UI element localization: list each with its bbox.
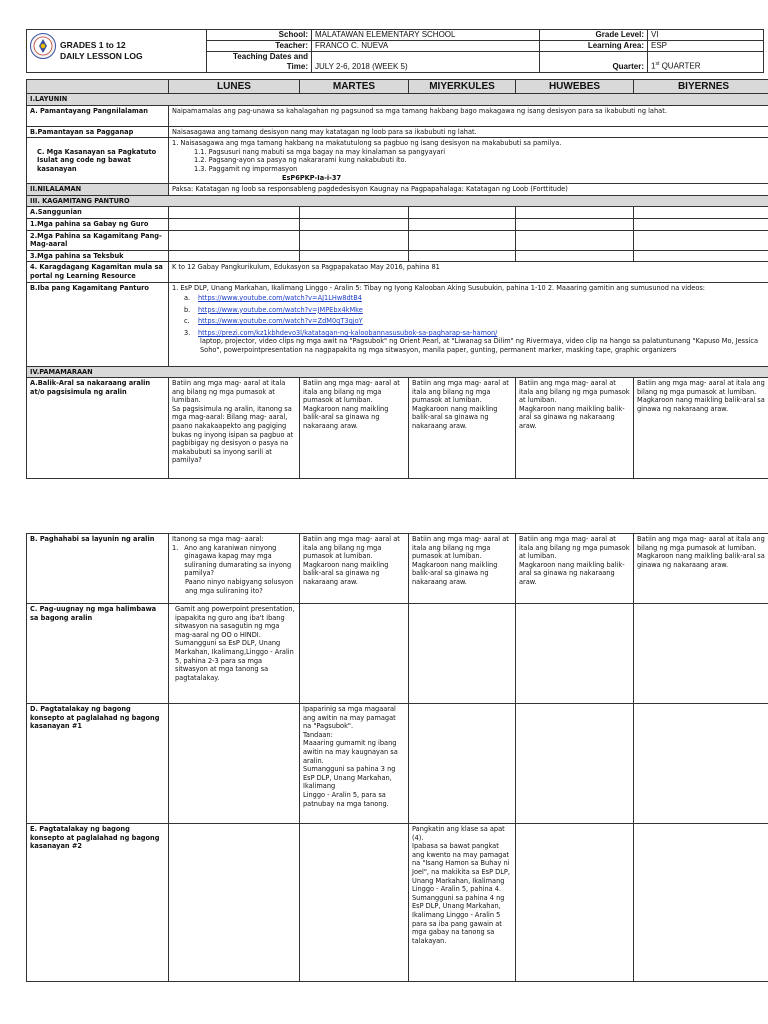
paghahabi-q1: Ano ang karaniwan ninyong ginagawa kapag may mga suliraning dumarating sa inyong pamilya? <box>184 543 292 578</box>
row-label-balik-aral: A.Balik-Aral sa nakaraang aralin at/o pagsisimula ng aralin <box>27 378 169 479</box>
day-header-huwebes: HUWEBES <box>516 80 634 94</box>
balik-aral-huwebes: Batiin ang mga mag- aaral at itala ang bilang ng mga pumasok at lumiban. Magkaroon nang maikling balik-aral sa ginawa ng nakaraang araw. <box>516 378 634 479</box>
school-label: School: <box>207 30 312 41</box>
pagtatalakay-2-miyerkules: Pangkatin ang klase sa apat (4). Ipabasa sa bawat pangkat ang kwento na may pamagat na "Isang Hamon sa Buhay ni Joel", na makikita sa EsP DLP, Unang Markahan, Ikalimang Linggo - Aralin 5, pahina 4. Sumangguni sa pahina 4 ng EsP DLP, Unang Markahan, Ikalimang Linggo - Aralin 5 para sa iba pang gawain at mga gabay na tanong sa talakayan. <box>409 824 516 982</box>
paghahabi-q1-row: 1. Ano ang karaniwan ninyong ginagawa kapag may mga suliraning dumarating sa inyong pamilya? <box>172 544 296 578</box>
title-grades: GRADES 1 to 12 <box>60 40 126 50</box>
pamantayan-sa-pagganap-text: Naisasagawa ang tamang desisyon nang may katatagan ng loob para sa ikabubuti ng lahat. <box>169 126 768 138</box>
learning-resource-text: K to 12 Gabay Pangkurikulum, Edukasyon sa Pagpapakatao May 2016, pahina 81 <box>169 262 768 282</box>
quarter-value: 1st QUARTER <box>648 52 764 73</box>
iba-pang-kagamitan-outro: laptop, projector, video clips ng mga awit na "Pagsubok" ng Orient Pearl, at "Liwanag sa Dilim" ng Rivermaya, video clip na hango sa palatuntunang "Kapuso Mo, Jessica Soho", powerpointpresentation na nagpapakita ng mga sitwasyon, manila paper, gunting, permanent marker, masking tape, graphic organizers <box>200 337 759 355</box>
day-header-martes: MARTES <box>300 80 409 94</box>
paghahabi-q2: Paano ninyo nabigyang solusyon ang mga suliraning ito? <box>185 577 294 595</box>
kasanayan-code: EsP6PKP-Ia-i-37 <box>282 173 342 182</box>
teacher-label: Teacher: <box>207 41 312 52</box>
kasanayan-line1: 1. Naisasagawa ang mga tamang hakbang na makatutulong sa pagbuo ng isang desisyon na makabubuti sa pamilya. <box>172 139 562 148</box>
teacher-value: FRANCO C. NUEVA <box>312 41 540 52</box>
pagtatalakay-1-martes: Ipaparinig sa mga magaaral ang awitin na may pamagat na "Pagsubok". Tandaan: Maaaring gumamit ng ibang awitin na may kaugnayan sa aralin. Sumangguni sa pahina 3 ng EsP DLP, Unang Markahan, Ikalimang Linggo - Aralin 5, para sa patnubay na mga tanong. <box>300 704 409 824</box>
paghahabi-huwebes: Batiin ang mga mag- aaral at itala ang bilang ng mga pumasok at lumiban. Magkaroon nang maikling balik-aral sa ginawa ng nakaraang araw. <box>516 534 634 604</box>
row-label-sanggunian: A.Sanggunian <box>27 207 169 219</box>
grade-level-label: Grade Level: <box>540 30 648 41</box>
video-link-c-row: c. https://www.youtube.com/watch?v=ZdM0qT3qjoY <box>184 317 363 326</box>
row-label-pamantayan-sa-pagganap: B.Pamantayan sa Pagganap <box>27 126 169 138</box>
section-pamamaraan: IV.PAMAMARAAN <box>27 366 768 378</box>
balik-aral-martes: Batiin ang mga mag- aaral at itala ang bilang ng mga pumasok at lumiban. Magkaroon nang maikling balik-aral sa ginawa ng nakaraang araw. <box>300 378 409 479</box>
lesson-table-page2 <box>26 533 768 982</box>
paghahabi-miyerkules: Batiin ang mga mag- aaral at itala ang bilang ng mga pumasok at lumiban. Magkaroon nang maikling balik-aral sa ginawa ng nakaraang araw. <box>409 534 516 604</box>
row-label-teksbuk: 3.Mga pahina sa Teksbuk <box>27 250 169 262</box>
title-dll: DAILY LESSON LOG <box>60 51 143 61</box>
paghahabi-lunes <box>169 534 300 604</box>
dates-label: Teaching Dates and Time: <box>207 52 312 73</box>
video-link-b-row: b. https://www.youtube.com/watch?v=JMPEbx4kMke <box>184 305 363 314</box>
row-label-learning-resource: 4. Karagdagang Kagamitan mula sa portal ng Learning Resource <box>27 262 169 282</box>
kasanayan-line4: 1.3. Paggamit ng impormasyon <box>194 164 298 173</box>
kasanayan-line2: 1.1. Pagsusuri nang mabuti sa mga bagay na may kinalaman sa pangyayari <box>194 147 446 156</box>
row-label-kasanayan: C. Mga Kasanayan sa Pagkatuto Isulat ang code ng bawat kasanayan <box>27 138 169 184</box>
pag-uugnay-lunes: Gamit ang powerpoint presentation, ipapakita ng guro ang iba't ibang sitwasyon na sasagutin ng mga mag-aaral ng OO o HINDI. Sumangguni sa EsP DLP, Unang Markahan, Ikalimang,Linggo - Aralin 5, pahina 2-3 para sa mga sitwasyon at mga tanong sa pagtatalakay. <box>169 604 300 704</box>
paghahabi-intro: Itanong sa mga mag- aaral: <box>172 535 264 543</box>
section-kagamitang-panturo: III. KAGAMITANG PANTURO <box>27 195 768 207</box>
grade-level-value: VI <box>648 30 764 41</box>
row-label-pagtatalakay-2: E. Pagtatalakay ng bagong konsepto at paglalahad ng bagong kasanayan #2 <box>27 824 169 982</box>
learning-area-label: Learning Area: <box>540 41 648 52</box>
kasanayan-cell <box>169 138 768 184</box>
quarter-label: Quarter: <box>540 52 648 73</box>
paghahabi-biyernes: Batiin ang mga mag- aaral at itala ang bilang ng mga pumasok at lumiban. Magkaroon nang maikling balik-aral sa ginawa ng nakaraang araw. <box>634 534 768 604</box>
row-label-paghahabi: B. Paghahabi sa layunin ng aralin <box>27 534 169 604</box>
row-label-pag-uugnay: C. Pag-uugnay ng mga halimbawa sa bagong aralin <box>27 604 169 704</box>
video-link-c[interactable]: https://www.youtube.com/watch?v=ZdM0qT3qjoY <box>198 317 363 326</box>
iba-pang-kagamitan-cell <box>169 282 768 366</box>
day-header-blank <box>27 80 169 94</box>
lesson-table-page1 <box>26 79 768 479</box>
video-link-b[interactable]: https://www.youtube.com/watch?v=JMPEbx4kMke <box>198 305 363 314</box>
kasanayan-line3: 1.2. Pagsang-ayon sa pasya ng nakararami kung nakabubuti ito. <box>194 156 407 165</box>
pamantayang-pangnilalaman-text: Naipamamalas ang pag-unawa sa kahalagahan ng pagsunod sa mga tamang hakbang bago makagawa ng isang desisyon para sa ikabubuti ng lahat. <box>169 105 768 126</box>
prezi-link-row: 3. https://prezi.com/kz1kbhdevo3l/katatagan-ng-kaloobannasusubok-sa-pagharap-sa-hamon/ <box>184 328 498 337</box>
video-link-a[interactable]: https://www.youtube.com/watch?v=AJ1LHw8dtB4 <box>198 294 362 303</box>
learning-area-value: ESP <box>648 41 764 52</box>
paghahabi-martes: Batiin ang mga mag- aaral at itala ang bilang ng mga pumasok at lumiban. Magkaroon nang maikling balik-aral sa ginawa ng nakaraang araw. <box>300 534 409 604</box>
day-header-miyerkules: MIYERKULES <box>409 80 516 94</box>
header-title-cell <box>27 30 207 73</box>
row-label-iba-pang-kagamitan: B.Iba pang Kagamitang Panturo <box>27 282 169 366</box>
prezi-link[interactable]: https://prezi.com/kz1kbhdevo3l/katatagan-ng-kaloobannasusubok-sa-pagharap-sa-hamon/ <box>198 328 498 337</box>
day-header-biyernes: BIYERNES <box>634 80 768 94</box>
section-layunin: I.LAYUNIN <box>27 94 768 106</box>
iba-pang-kagamitan-intro: 1. EsP DLP, Unang Markahan, Ikalimang Linggo - Aralin 5: Tibay ng Iyong Kalooban Aking Susubukin, pahina 1-10 2. Maaaring gamitin ang sumusunod na videos: <box>172 283 706 292</box>
section-nilalaman: II.NILALAMAN <box>27 184 169 196</box>
balik-aral-biyernes: Batiin ang mga mag- aaral at itala ang bilang ng mga pumasok at lumiban. Magkaroon nang maikling balik-aral sa ginawa ng nakaraang araw. <box>634 378 768 479</box>
video-link-a-row: a. https://www.youtube.com/watch?v=AJ1LHw8dtB4 <box>184 294 362 303</box>
balik-aral-miyerkules: Batiin ang mga mag- aaral at itala ang bilang ng mga pumasok at lumiban. Magkaroon nang maikling balik-aral sa ginawa ng nakaraang araw. <box>409 378 516 479</box>
row-label-pamantayang-pangnilalaman: A. Pamantayang Pangnilalaman <box>27 105 169 126</box>
row-label-kagamitang-pang-mag-aaral: 2.Mga Pahina sa Kagamitang Pang-Mag-aaral <box>27 230 169 250</box>
header-table <box>26 29 764 73</box>
nilalaman-text: Paksa: Katatagan ng loob sa responsableng pagdedesisyon Kaugnay na Pagpapahalaga: Katatagan ng Loob (Forttitude) <box>169 184 768 196</box>
row-label-pagtatalakay-1: D. Pagtatalakay ng bagong konsepto at paglalahad ng bagong kasanayan #1 <box>27 704 169 824</box>
balik-aral-lunes: Batiin ang mga mag- aaral at itala ang bilang ng mga pumasok at lumiban. Sa pagsisimula ng aralin, itanong sa mga mag-aaral: Bilang mag- aaral, paano nakakaapekto ang pagiging bukas ng inyong isipan sa pagbuo at pagbibigay ng desisyon o pasya na makabubuti sa inyong sarili at pamilya? <box>169 378 300 479</box>
school-value: MALATAWAN ELEMENTARY SCHOOL <box>312 30 540 41</box>
dates-value: JULY 2-6, 2018 (WEEK 5) <box>312 52 540 73</box>
row-label-gabay-ng-guro: 1.Mga pahina sa Gabay ng Guro <box>27 218 169 230</box>
day-header-lunes: LUNES <box>169 80 300 94</box>
